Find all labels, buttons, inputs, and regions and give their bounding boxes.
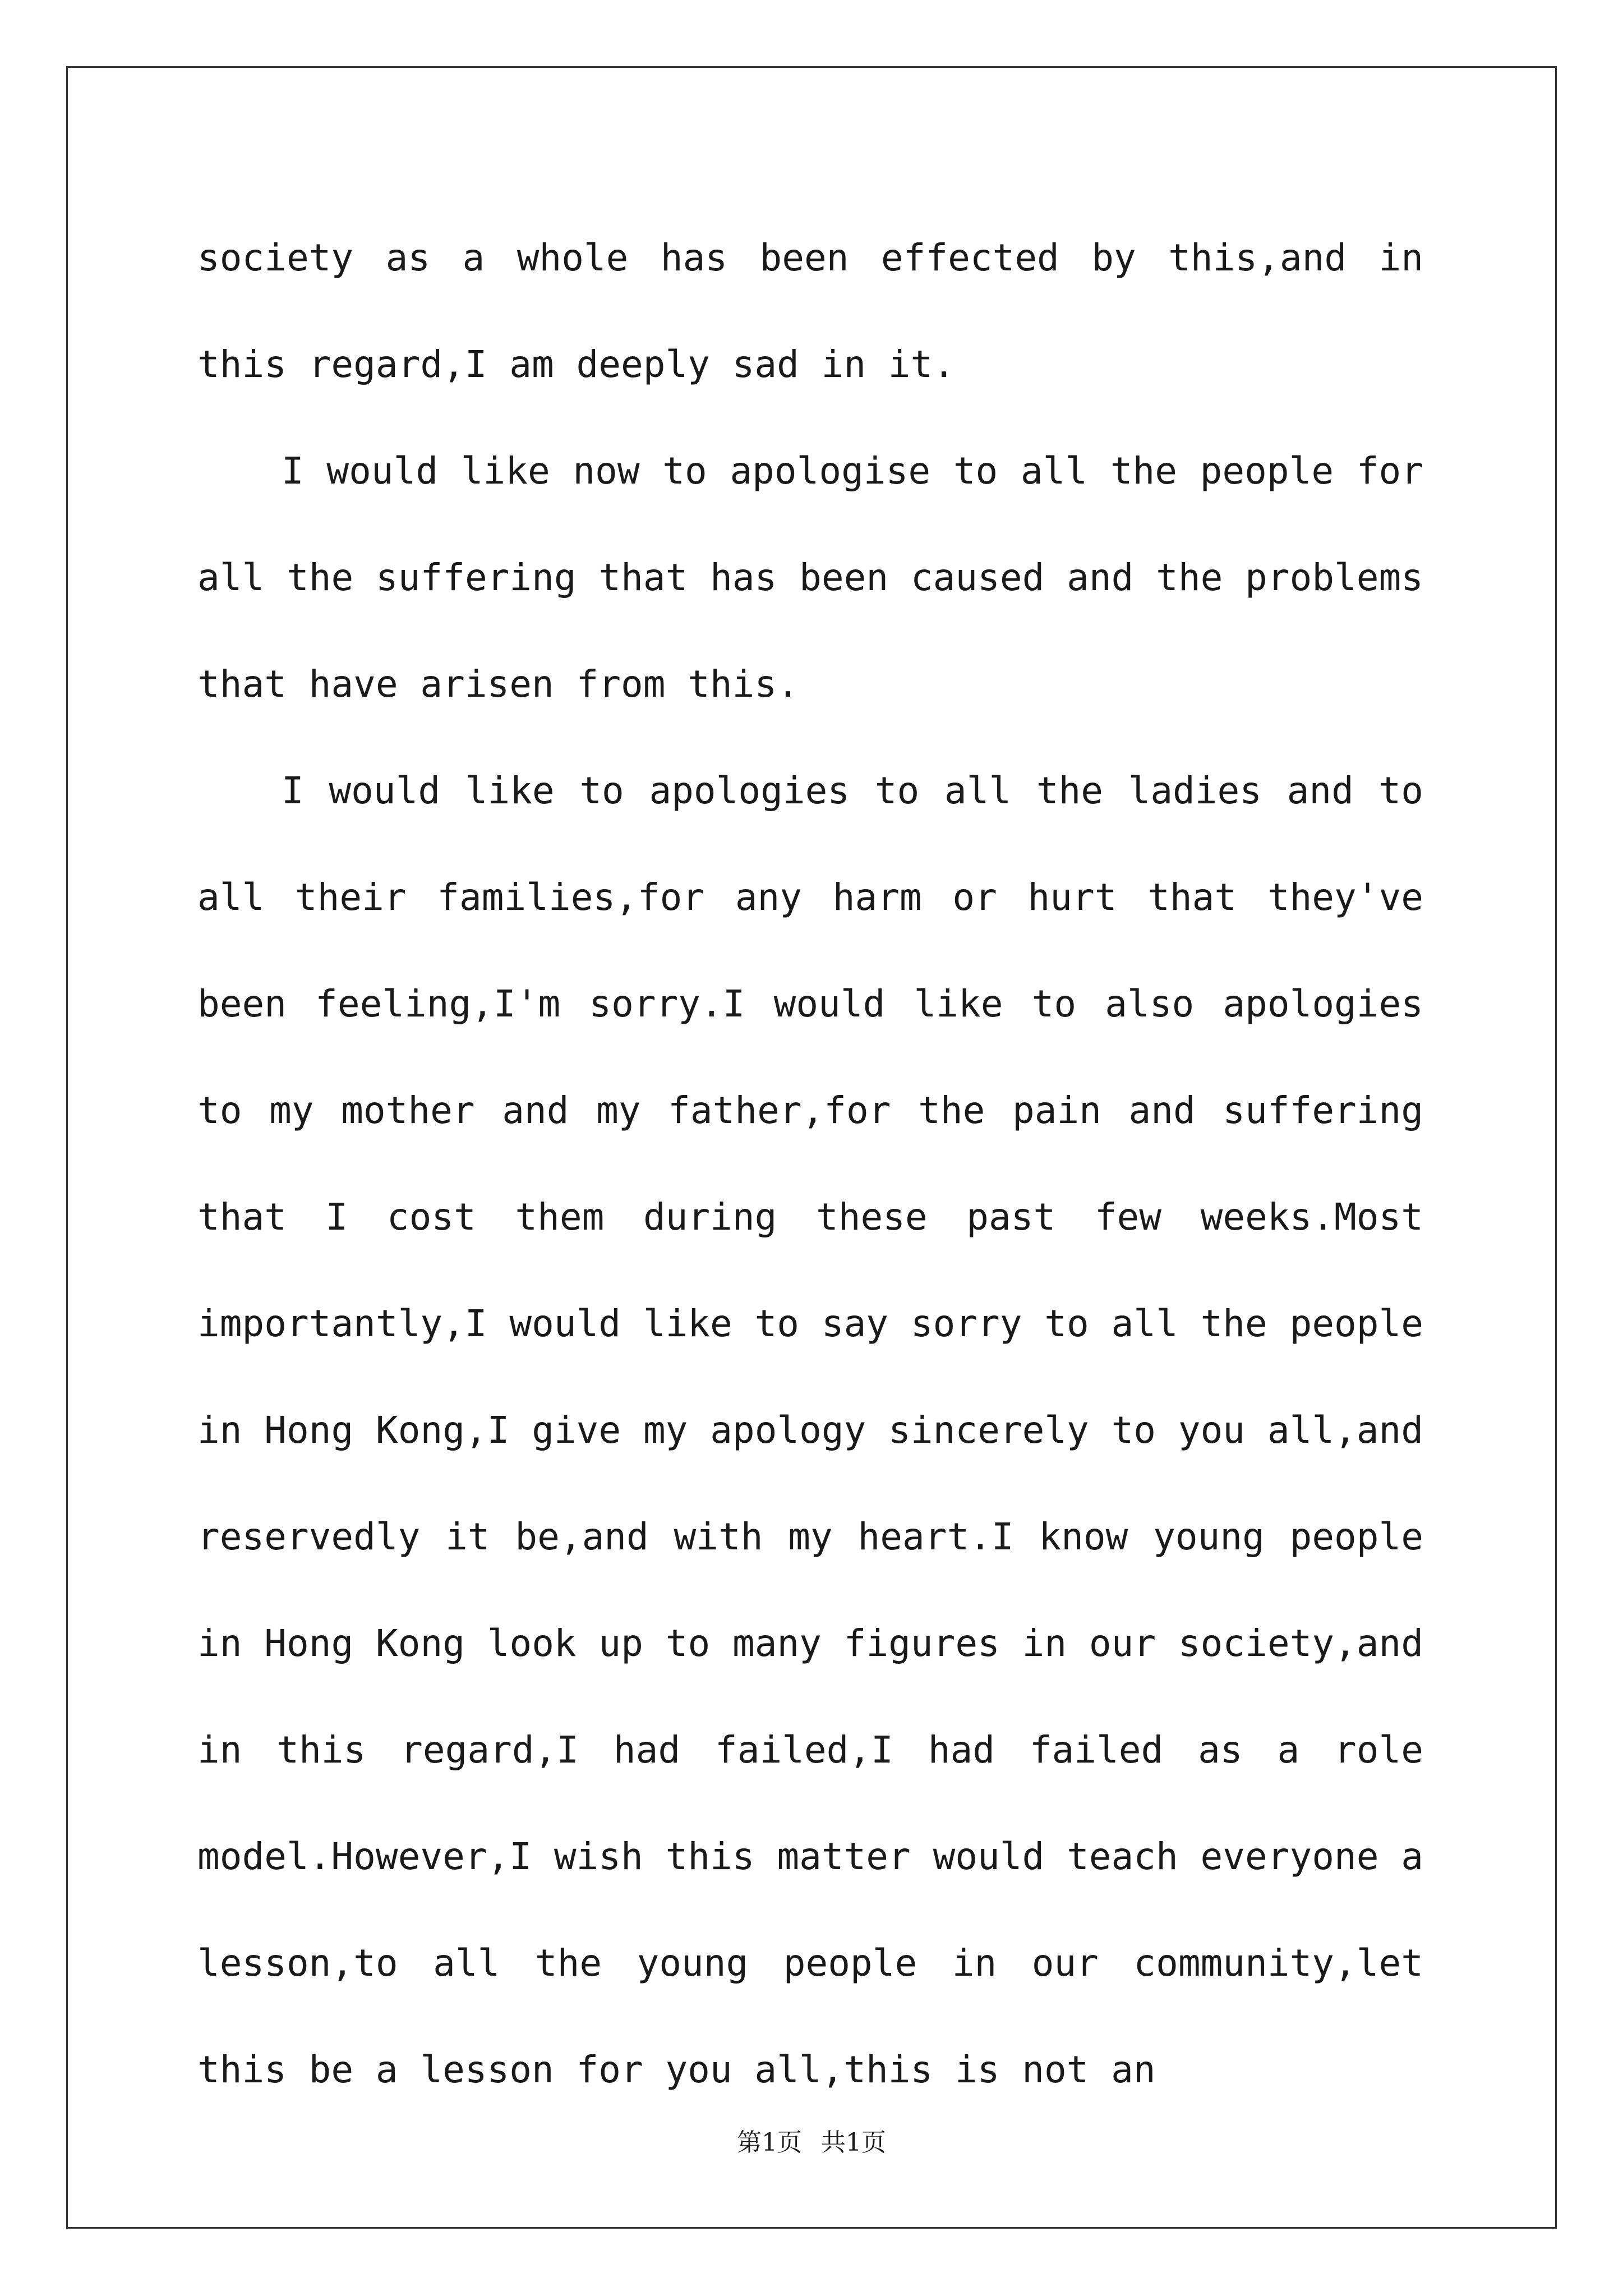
document-body (197, 205, 1423, 2123)
paragraph-3: I would like to apologies to all the ladies and to all their families,for any harm or hurt that they've been feeling,I'm sorry.I would like to also apologies to my mother and my father,for the pain and suffering that I cost them during these past few weeks.Most importantly,I would like to say sorry to all the people in Hong Kong,I give my apology sincerely to you all,and reservedly it be,and with my heart.I know young people in Hong Kong look up to many figures in our society,and in this regard,I had failed,I had failed as a role model.However,I wish this matter would teach everyone a lesson,to all the young people in our community,let this be a lesson for you all,this is not an (197, 769, 1423, 2091)
page-number-current: 第1页 (737, 2128, 802, 2157)
page-footer (0, 2122, 1623, 2158)
page-number-total: 共1页 (821, 2128, 886, 2157)
paragraph-2: I would like now to apologise to all the people for all the suffering that has been caused and the problems that have arisen from this. (197, 449, 1423, 706)
paragraph-1: society as a whole has been effected by this,and in this regard,I am deeply sad in it. (197, 236, 1423, 386)
